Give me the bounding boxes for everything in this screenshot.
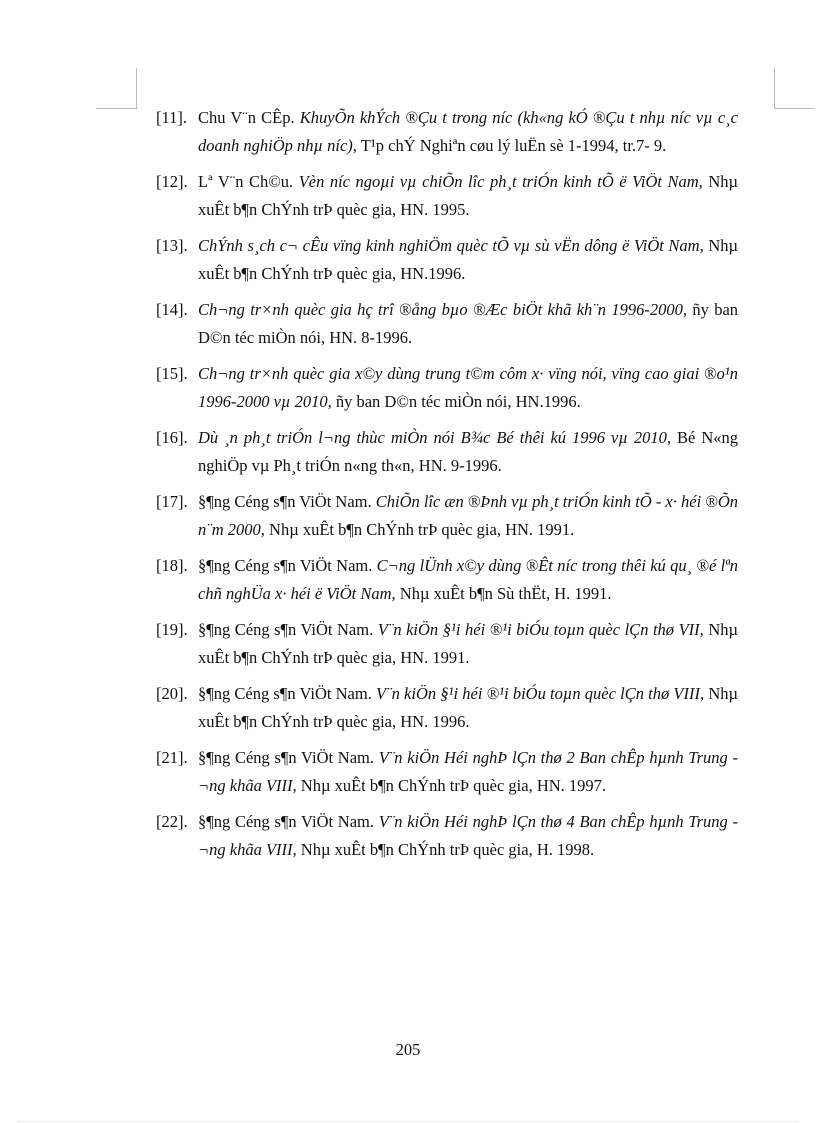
reference-author: Chu V¨n CÊp. bbox=[198, 108, 295, 127]
reference-author: §¶ng Céng s¶n ViÖt Nam. bbox=[198, 556, 373, 575]
reference-publication: , Nhµ xuÊt b¶n Sù thËt, H. 1991. bbox=[391, 583, 612, 603]
reference-title: ChÝnh s¸ch c¬ cÊu vïng kinh nghiÖm quèc tÕ vµ sù vËn dông ë ViÖt Nam bbox=[198, 236, 700, 255]
reference-publication: , Nhµ xuÊt b¶n ChÝnh trÞ quèc gia, HN.1996. bbox=[198, 236, 738, 283]
crop-mark-top-right bbox=[774, 68, 815, 109]
reference-number: [22]. bbox=[156, 812, 188, 831]
reference-list bbox=[156, 104, 738, 872]
reference-item bbox=[156, 104, 738, 159]
reference-title: Dù ¸n ph¸t triÓn l¬ng thùc miÒn nói B¾c Bé thêi kú 1996 vµ 2010 bbox=[198, 428, 667, 447]
reference-number: [16]. bbox=[156, 428, 188, 447]
reference-author: §¶ng Céng s¶n ViÖt Nam. bbox=[198, 492, 372, 511]
reference-item bbox=[156, 808, 738, 863]
reference-item bbox=[156, 424, 738, 479]
reference-number: [20]. bbox=[156, 684, 188, 703]
reference-number: [12]. bbox=[156, 172, 188, 191]
reference-publication: Nhµ xuÊt b¶n ChÝnh trÞ quèc gia, H. 1998. bbox=[300, 839, 595, 859]
reference-item bbox=[156, 488, 738, 543]
reference-title: Ch¬ng tr×nh quèc gia x©y dùng trung t©m côm x· vïng nói, vïng cao giai ®o¹n 1996-2000 vµ 2010 bbox=[198, 364, 738, 411]
reference-author: Lª V¨n Ch©u. bbox=[198, 172, 294, 191]
reference-author: §¶ng Céng s¶n ViÖt Nam. bbox=[198, 620, 374, 639]
reference-title: ChiÕn lîc æn ®Þnh vµ ph¸t triÓn kinh tÕ - x· héi ®Õn n¨m 2000, bbox=[198, 492, 738, 539]
reference-publication: Nhµ xuÊt b¶n ChÝnh trÞ quèc gia, HN. 1997. bbox=[300, 775, 607, 795]
reference-number: [15]. bbox=[156, 364, 188, 383]
reference-title: Vèn níc ngoµi vµ chiÕn lîc ph¸t triÓn kinh tÕ ë ViÖt Nam, bbox=[298, 172, 703, 191]
reference-item bbox=[156, 360, 738, 415]
page-bottom-divider bbox=[18, 1121, 798, 1122]
reference-item bbox=[156, 680, 738, 735]
reference-publication: Nhµ xuÊt b¶n ChÝnh trÞ quèc gia, HN. 1995. bbox=[198, 172, 739, 219]
reference-item bbox=[156, 232, 738, 287]
reference-author: §¶ng Céng s¶n ViÖt Nam. bbox=[198, 748, 374, 767]
reference-number: [18]. bbox=[156, 556, 188, 575]
reference-number: [17]. bbox=[156, 492, 188, 511]
reference-item bbox=[156, 552, 738, 607]
reference-title: C¬ng lÜnh x©y dùng ®Êt níc trong thêi kú qu¸ ®é lªn chñ nghÜa x· héi ë ViÖt Nam bbox=[198, 556, 738, 603]
reference-number: [19]. bbox=[156, 620, 188, 639]
reference-title: V¨n kiÖn Héi nghÞ lÇn thø 4 Ban chÊp hµnh Trung ¬ng khãa VIII, bbox=[198, 812, 738, 859]
reference-author: §¶ng Céng s¶n ViÖt Nam. bbox=[198, 684, 372, 703]
crop-mark-top-left bbox=[96, 68, 137, 109]
reference-item bbox=[156, 744, 738, 799]
reference-item bbox=[156, 296, 738, 351]
reference-title: V¨n kiÖn §¹i héi ®¹i biÓu toµn quèc lÇn thø VII, bbox=[377, 620, 704, 639]
reference-publication: , Bé N«ng nghiÖp vµ Ph¸t triÓn n«ng th«n, HN. 9-1996. bbox=[198, 428, 739, 475]
reference-publication: T¹p chÝ Nghiªn cøu lý luËn sè 1-1994, tr.7- 9. bbox=[360, 135, 667, 155]
reference-number: [11]. bbox=[156, 108, 188, 127]
reference-title: Ch¬ng tr×nh quèc gia hç trî ®ång bµo ®Æc biÖt khã kh¨n 1996-2000, bbox=[198, 300, 687, 319]
reference-author: §¶ng Céng s¶n ViÖt Nam. bbox=[198, 812, 374, 831]
reference-publication: ñy ban D©n téc miÒn nói, HN. 8-1996. bbox=[198, 300, 739, 347]
reference-publication: Nhµ xuÊt b¶n ChÝnh trÞ quèc gia, HN. 1996. bbox=[198, 684, 738, 731]
reference-item bbox=[156, 168, 738, 223]
reference-title: V¨n kiÖn Héi nghÞ lÇn thø 2 Ban chÊp hµnh Trung ¬ng khãa VIII, bbox=[198, 748, 738, 795]
reference-publication: Nhµ xuÊt b¶n ChÝnh trÞ quèc gia, HN. 1991. bbox=[269, 519, 575, 539]
reference-number: [21]. bbox=[156, 748, 188, 767]
reference-item bbox=[156, 616, 738, 671]
reference-publication: Nhµ xuÊt b¶n ChÝnh trÞ quèc gia, HN. 1991. bbox=[198, 620, 738, 667]
reference-number: [13]. bbox=[156, 236, 188, 255]
page-number: 205 bbox=[395, 1040, 421, 1059]
reference-publication: , ñy ban D©n téc miÒn nói, HN.1996. bbox=[327, 391, 581, 411]
reference-number: [14]. bbox=[156, 300, 188, 319]
reference-title: V¨n kiÖn §¹i héi ®¹i biÓu toµn quèc lÇn thø VIII, bbox=[376, 684, 705, 703]
reference-title: KhuyÕn khÝch ®Çu t trong níc (kh«ng kÓ ®Çu t nhµ níc vµ c¸c doanh nghiÖp nhµ níc), bbox=[198, 108, 738, 155]
